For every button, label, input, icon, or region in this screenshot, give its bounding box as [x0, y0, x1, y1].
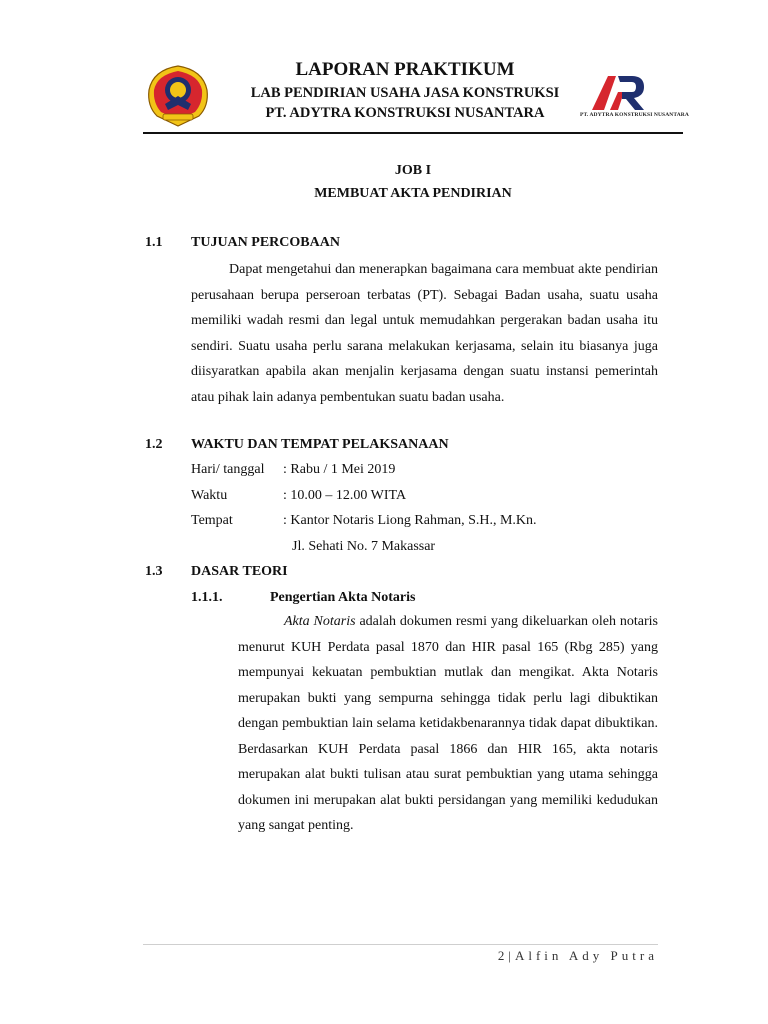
report-title: LAPORAN PRAKTIKUM [295, 59, 515, 80]
header-divider [143, 132, 683, 134]
info-value: : Kantor Notaris Liong Rahman, S.H., M.Kn. [283, 513, 537, 528]
university-emblem-icon [143, 60, 213, 130]
subsection-title: Pengertian Akta Notaris [270, 590, 416, 605]
report-subtitle-lab: LAB PENDIRIAN USAHA JASA KONSTRUKSI [250, 85, 560, 101]
subsection-paragraph [238, 609, 658, 839]
footer-divider [143, 944, 658, 945]
report-subtitle-company: PT. ADYTRA KONSTRUKSI NUSANTARA [265, 105, 545, 121]
section-title: DASAR TEORI [191, 564, 288, 579]
job-number: JOB I [394, 163, 432, 178]
footer-author: Alfin Ady Putra [514, 948, 658, 963]
section-title: TUJUAN PERCOBAAN [191, 235, 340, 250]
footer-separator: | [508, 948, 515, 963]
ar-logo-icon [576, 72, 689, 124]
info-label: Hari/ tanggal [191, 462, 265, 477]
subsection-number: 1.1.1. [191, 590, 223, 605]
company-logo-caption: PT. ADYTRA KONSTRUKSI NUSANTARA [580, 112, 689, 118]
info-label: Waktu [191, 488, 228, 503]
info-label: Tempat [191, 513, 233, 528]
info-value: : 10.00 – 12.00 WITA [283, 488, 407, 503]
section-number: 1.3 [145, 564, 163, 579]
section-title: WAKTU DAN TEMPAT PELAKSANAAN [191, 437, 449, 452]
address-line: Jl. Sehati No. 7 Makassar [292, 539, 436, 554]
page-number: 2 [497, 948, 509, 963]
paragraph-body: adalah dokumen resmi yang dikeluarkan oleh notaris menurut KUH Perdata pasal 1870 dan HIR pasal 165 (Rbg 285) yang mempunyai kekuatan pembuktian mutlak dan mengikat. Akta Notaris merupakan bukti yang sempurna sehingga tidak perlu lagi dibuktikan dengan pembuktian lain selama ketidakbenarannya tidak dapat dibuktikan. Berdasarkan KUH Perdata pasal 1866 dan HIR 165, akta notaris merupakan alat bukti tulisan atau surat pembuktian yang utama sehingga dokumen ini merupakan alat bukti persidangan yang memiliki kedudukan yang sangat penting. [238, 614, 659, 833]
section-number: 1.2 [145, 437, 163, 452]
job-title: MEMBUAT AKTA PENDIRIAN [314, 186, 512, 201]
section-number: 1.1 [145, 235, 163, 250]
info-value: : Rabu / 1 Mei 2019 [283, 462, 396, 477]
italic-term: Akta Notaris [284, 614, 356, 629]
page-footer [420, 948, 658, 964]
section-paragraph: Dapat mengetahui dan menerapkan bagaimana cara membuat akte pendirian perusahaan berupa perseroan terbatas (PT). Sebagai Badan usaha, suatu usaha memiliki wadah resmi dan legal untuk memudahkan pergerakan badan usaha itu sendiri. Suatu usaha perlu sarana melakukan kerjasama, selain itu biasanya juga diisyaratkan apabila akan menjalin kerjasama dengan suatu instansi pemerintah atau pihak lain adanya pembentukan suatu badan usaha. [191, 262, 658, 405]
